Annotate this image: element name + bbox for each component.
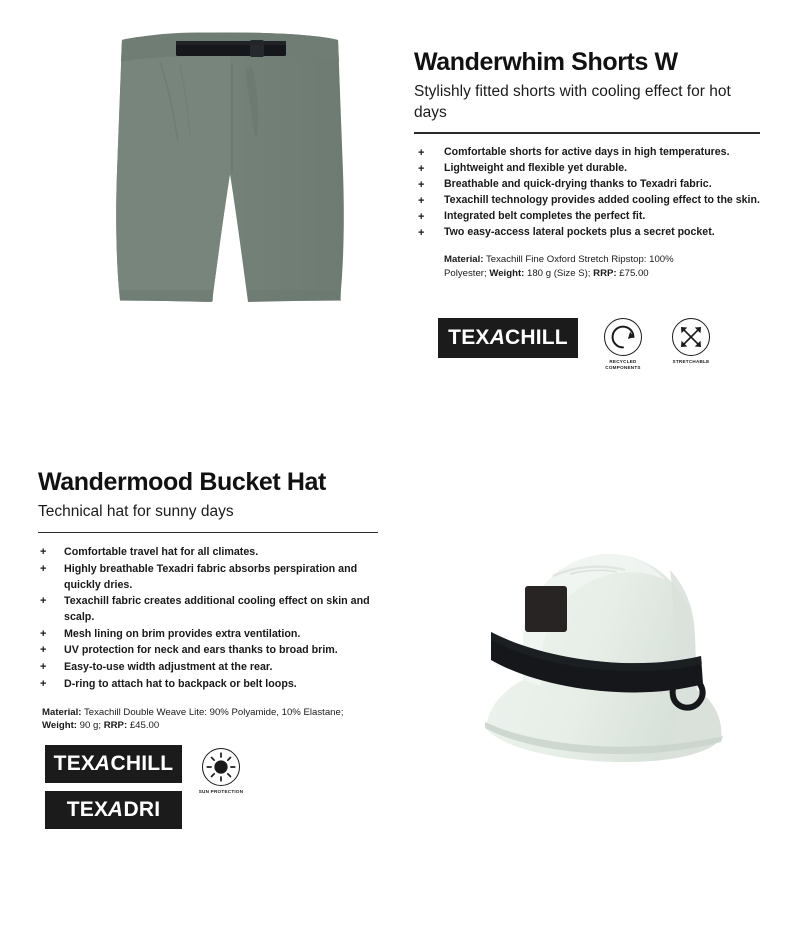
- weight-value: 180 g (Size S);: [527, 268, 591, 280]
- hat-logo-stack: [45, 745, 182, 829]
- plus-icon: +: [418, 195, 425, 208]
- rrp-value: £75.00: [619, 268, 649, 280]
- hat-feature-list: [38, 544, 378, 691]
- feature-text: Integrated belt completes the perfect fit.: [444, 210, 646, 223]
- feature-text: Texachill fabric creates additional cooling effect on skin and scalp.: [64, 595, 370, 624]
- list-item: [414, 193, 760, 208]
- shorts-product-photo: [100, 22, 360, 322]
- page-title: Wanderwhim Shorts W: [414, 48, 678, 76]
- feature-text: Mesh lining on brim provides extra ventilation.: [64, 627, 301, 640]
- product-card-shorts: [0, 0, 800, 430]
- list-item: [38, 561, 378, 593]
- plus-icon: +: [40, 644, 47, 657]
- list-item: [38, 676, 378, 692]
- plus-icon: +: [40, 562, 47, 575]
- texachill-part1: TEX: [448, 326, 490, 349]
- plus-icon: +: [40, 595, 47, 608]
- plus-icon: +: [418, 179, 425, 192]
- feature-text: D-ring to attach hat to backpack or belt loops.: [64, 677, 297, 690]
- stretchable-badge: [668, 318, 714, 365]
- weight-label: Weight:: [489, 268, 525, 280]
- sun-protection-icon: [202, 748, 240, 786]
- texadri-slant-a: A: [105, 798, 127, 821]
- texachill-part2: CHILL: [110, 752, 174, 775]
- plus-icon: +: [40, 677, 47, 690]
- feature-text: Easy-to-use width adjustment at the rear.: [64, 661, 273, 674]
- rrp-label: RRP:: [593, 268, 617, 280]
- texachill-part1: TEX: [53, 752, 96, 775]
- hat-info: [38, 468, 378, 733]
- shorts-info: [414, 48, 760, 281]
- list-item: [414, 209, 760, 224]
- weight-label: Weight:: [42, 720, 77, 732]
- texadri-part1: TEX: [66, 798, 109, 821]
- list-item: [414, 177, 760, 192]
- material-label: Material:: [42, 706, 82, 718]
- list-item: [414, 161, 760, 176]
- divider: [38, 532, 378, 534]
- list-item: [38, 642, 378, 658]
- recycled-components-badge: [600, 318, 646, 370]
- stretchable-icon: [672, 318, 710, 356]
- divider: [414, 132, 760, 134]
- plus-icon: +: [418, 211, 425, 224]
- recycled-components-icon: [604, 318, 642, 356]
- feature-text: Texachill technology provides added cooling effect to the skin.: [444, 194, 760, 207]
- recycled-components-label: RECYCLED COMPONENTS: [605, 359, 641, 370]
- plus-icon: +: [40, 661, 47, 674]
- rrp-label: RRP:: [103, 720, 128, 732]
- list-item: [38, 626, 378, 642]
- weight-value: 90 g;: [79, 720, 102, 732]
- plus-icon: +: [418, 163, 425, 176]
- feature-text: Breathable and quick-drying thanks to Texadri fabric.: [444, 178, 712, 191]
- rrp-value: £45.00: [129, 720, 160, 732]
- hat-subtitle: Technical hat for sunny days: [38, 503, 234, 520]
- texachill-logo: [45, 745, 182, 783]
- hat-material-spec: [42, 706, 354, 734]
- texachill-slant-a: A: [487, 326, 508, 349]
- feature-text: Comfortable travel hat for all climates.: [64, 546, 259, 559]
- texachill-slant-a: A: [92, 752, 114, 775]
- material-label: Material:: [444, 254, 484, 266]
- texadri-part2: DRI: [123, 798, 161, 821]
- plus-icon: +: [40, 546, 47, 559]
- bucket-hat-product-photo: [425, 540, 755, 780]
- page-title: Wandermood Bucket Hat: [38, 468, 326, 496]
- texadri-logo: [45, 791, 182, 829]
- shorts-logo-row: [438, 318, 714, 370]
- list-item: [414, 225, 760, 240]
- plus-icon: +: [40, 627, 47, 640]
- feature-text: Lightweight and flexible yet durable.: [444, 162, 628, 175]
- material-value: Texachill Fine Oxford Stretch Ripstop: 100% Polyester;: [444, 254, 674, 280]
- list-item: [38, 659, 378, 675]
- shorts-feature-list: [414, 145, 760, 240]
- list-item: [38, 593, 378, 625]
- shorts-material-spec: [444, 253, 716, 281]
- shorts-subtitle: Stylishly fitted shorts with cooling effect for hot days: [414, 83, 731, 121]
- list-item: [38, 544, 378, 560]
- product-card-hat: [0, 440, 800, 927]
- feature-text: Highly breathable Texadri fabric absorbs perspiration and quickly dries.: [64, 562, 358, 591]
- texachill-logo: [438, 318, 578, 358]
- list-item: [414, 145, 760, 160]
- texachill-part2: CHILL: [505, 326, 568, 349]
- material-value: Texachill Double Weave Lite: 90% Polyamide, 10% Elastane;: [83, 706, 344, 718]
- stretchable-label: STRETCHABLE: [672, 359, 710, 364]
- feature-text: Two easy-access lateral pockets plus a secret pocket.: [444, 225, 715, 238]
- plus-icon: +: [418, 226, 425, 239]
- feature-text: Comfortable shorts for active days in high temperatures.: [444, 146, 730, 159]
- feature-text: UV protection for neck and ears thanks to broad brim.: [64, 644, 338, 657]
- sun-protection-badge: [198, 748, 244, 795]
- sun-protection-label: SUN PROTECTION: [198, 789, 244, 794]
- plus-icon: +: [418, 147, 425, 160]
